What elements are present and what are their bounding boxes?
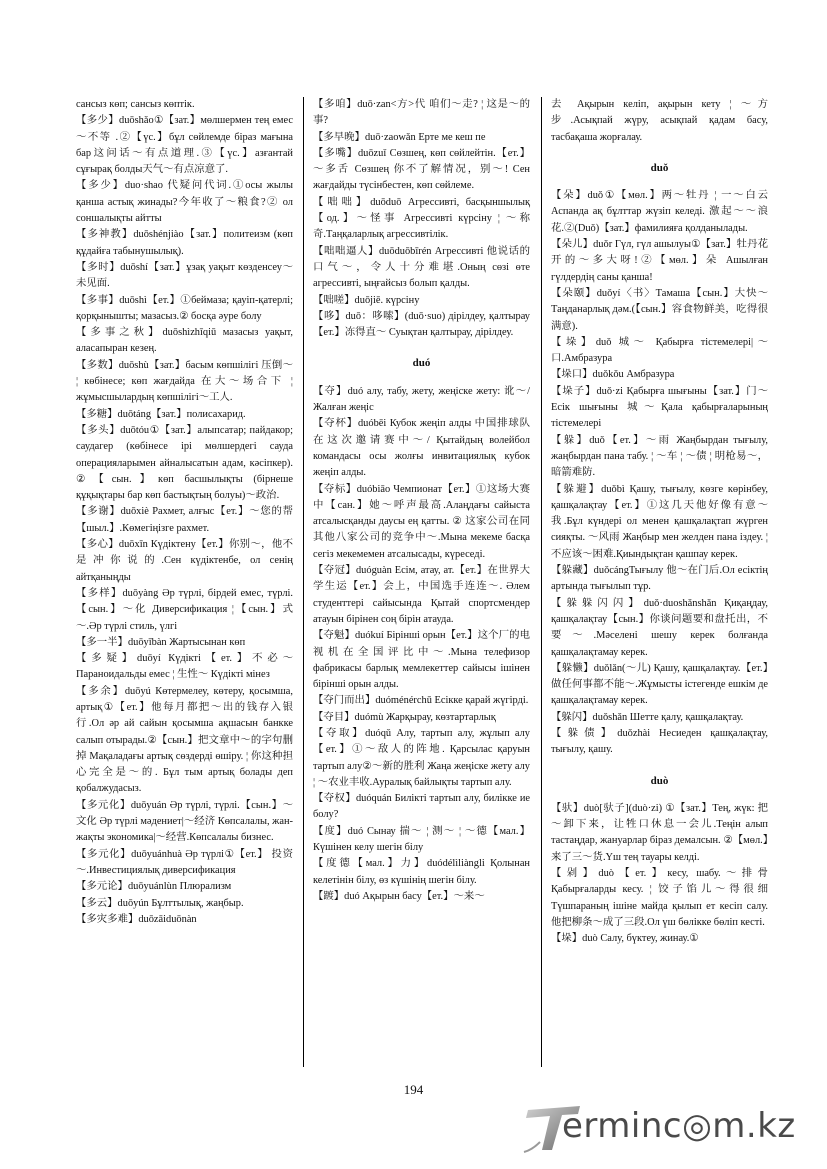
- dictionary-entry: 【垛】duò Салу, бүктеу, жинау.①: [551, 933, 699, 945]
- dictionary-entry: 【多早晚】duō·zaowǎn Ерте ме кеш пе: [313, 131, 486, 143]
- dictionary-entry: 【多嘴】duōzuǐ Сөзшең, көп сөйлейтін.【ет.】～多舌 Сөзшең 你不了解情况，别～! Сен жағдайды түсінбестен, көп сөйлеме.: [313, 147, 530, 192]
- dictionary-entry: 【夺取】duóqǔ Алу, тартып алу, жұлып алу【ет.】①～敌人的阵地. Қарсылас қаруын тартып алу②～新的胜利 Жаңа жеңіске жету алу ¦ ～农业丰收.Ауралық байлықты тартып алу.: [313, 727, 530, 788]
- dictionary-entry: 【多糖】duōtáng【зат.】полисахарид.: [76, 408, 246, 420]
- page-number: 194: [403, 1082, 424, 1097]
- dictionary-entry: 【夺魁】duókuí Бірінші орын【ет.】这个厂的电视机在全国评比中～.Мына телефизор фабрикасы барлық мемлекеттер сайысы ішінен бірінші орын алды.: [313, 630, 530, 691]
- dictionary-entry: 【朵颐】duǒyí〈书〉Тамаша【сын.】大快～ Таңданарлық дәм.(【сын.】容食物鲜美，吃得很满意).: [551, 287, 768, 332]
- dictionary-entry: 【夺冠】duóguàn Есім, атау, ат.【ет.】在世界大学生运【ет.】会上，中国选手连连～. Әлем студенттері сайысында Қытай спортсмендер атауын бірінен соң бірін атауда.: [313, 565, 530, 625]
- dictionary-entry: 【剁】duò【ет.】кесу, шабу.～排骨 Қабырғаларды кесу. ¦ 饺子馅儿～得很细 Түшпараның ішіне майда қылып ет кесіп салу. 他把柳条～成了三段.Ол үш бөлікке бөліп кесті.: [551, 868, 768, 928]
- dictionary-entry: 【咄咄逼人】duōduōbīrén Агрессивті 他说话的口气～，令人十分难堪.Оның сөзі өте агрессивті, ыңғайсыз болып қалды.: [313, 245, 530, 290]
- dictionary-entry: 【度】duó Сынау 揣～ ¦ 测～ ¦ ～德【мал.】Күшінен келу шегін білу: [313, 825, 530, 854]
- dictionary-entry: 【躲懒】duǒlǎn(～儿) Қашу, қашқалақтау.【ет.】做任何事都不能～.Жұмысты істегенде ешкім де қашқалақтамау керек.: [551, 662, 768, 707]
- dictionary-entry: 【躲】duǒ【ет.】～雨 Жаңбырдан тығылу, жаңбырдан пана табу. ¦ ～车 ¦ ～债 ¦ 明枪易～，暗箭难防.: [551, 434, 768, 479]
- dictionary-entry: 【躲闪】duǒshǎn Шетте қалу, қашқалақтау.: [551, 711, 744, 723]
- dictionary-entry: 【多时】duōshí【зат.】ұзақ уақыт көзденсеу～未见面.: [76, 261, 293, 290]
- dictionary-entry: 【躲避】duǒbì Қашу, тығылу, көзге көрінбеу, қашқалақтау【ет.】①这几天他好像有意～我.Бұл күндері ол менен қашқалақтап жүрген сияқты. ～风雨 Жаңбыр мен желден пана іздеу. ¦ 不应该～困难.Қиындықтан қашпау керек.: [551, 483, 768, 560]
- column-left: [76, 97, 293, 928]
- dictionary-entry: 【多元化】duōyuán Әр түрлі, түрлі.【сын.】～文化 Әр түрлі мәдениет|～经济 Көпсалалы, жан-жақты экономика|～经营.Көпсалалы бизнес.: [76, 799, 293, 844]
- dictionary-entry: сансыз көп; сансыз көптік.: [76, 99, 195, 110]
- dictionary-entry: 【朵】duǒ①【мөл.】两～牡丹 ¦ 一～白云 Аспанда ақ бұлттар жүзіп келеді. 激起～～浪花.②(Duǒ)【зат.】фамилияға қолданылады.: [551, 190, 768, 234]
- dictionary-entry: 【多神教】duōshénjiào【зат.】политеизм (көп құдайға табынушылық).: [76, 229, 293, 257]
- dictionary-entry: 【朵儿】duǒr Гүл, гүл ашылуы①【зат.】牡丹花开的～多大呀!②【мөл.】朵 Ашылған гүлдердің саны қанша!: [551, 239, 768, 283]
- termincom-logo[interactable]: [522, 1102, 812, 1154]
- dictionary-entry: 【多咱】duō·zan<方>代 咱们～走? ¦ 这是～的事?: [313, 99, 530, 127]
- dictionary-entry: 【多心】duōxīn Күдіктену【ет.】你别～，他不是冲你说的.Сен күдіктенбе, ол сенің айтқаныңды: [76, 539, 293, 583]
- dictionary-entry: 【多头】duōtóu①【зат.】алыпсатар; пайдакор; саудагер (көбінесе ірі мөлшердегі сауда операцияларымен айналысатын адам, кәсіпкер). ②【сын.】көп басшылықты (бірнеше құқықтары бар көп бастықтың болуы)～政治.: [76, 424, 293, 502]
- section-heading: duó: [412, 357, 431, 370]
- dictionary-entry: 【多事】duōshì【ет.】①беймаза; қауіп-қатерлі; қорқынышты; мазасыз.② босқа әуре болу: [76, 294, 293, 322]
- dictionary-entry: 【夺标】duóbiāo Чемпионат【ет.】①这场大赛中【сан.】她～呼声最高.Алаңдағы сайыста атсалысқанды даусы ең қатты. ② 这家公司在同其他八家公司的竞争中～.Мына мекеме басқа сегіз мекемемен атсалысады, күреседі.: [313, 483, 530, 560]
- dictionary-entry: 【咄嗟】duōjiē. күрсіну: [313, 294, 420, 306]
- column-divider: [541, 97, 542, 1067]
- dictionary-entry: 【躲债】duǒzhài Несиеден қашқалақтау, тығылу, қашу.: [551, 727, 768, 756]
- dictionary-entry: 【躲藏】duǒcángТығылу 他～在门后.Ол есіктің артында тығылып тұр.: [551, 565, 768, 593]
- logo-text: erminc◎m.kz: [562, 1106, 796, 1146]
- dictionary-entry: 【夺门而出】duóménérchū Есікке қарай жүгірді.: [313, 695, 529, 707]
- column-middle: [313, 97, 530, 905]
- dictionary-entry: 【垛口】duǒkǒu Амбразура: [551, 369, 675, 381]
- dictionary-entry: 【多谢】duōxiè Рахмет, алғыс【ет.】～您的帮【шыл.】.Көмегіңізге рахмет.: [76, 506, 293, 534]
- dictionary-entry: 【躲躲闪闪】duǒ·duoshǎnshǎn Қиқаңдау, қашқалақтау【сын.】你谈问题要和盘托出，不要～.Мәселені шешу керек болғанда қашқалақтамау керек.: [551, 597, 768, 658]
- column-right: [551, 97, 768, 948]
- dictionary-entry: 【多一半】duōyībàn Жартысынан көп: [76, 636, 246, 648]
- dictionary-entry: 【驮】duò[驮子](duò·zi) ①【зат.】Тең, жүк: 把～卸下来，让牲口休息一会儿.Теңін алып тастаңдар, жануарлар біраз демалсын. ②【мөл.】来了三～货.Үш тең тауары келді.: [551, 802, 768, 863]
- dictionary-entry: 【夺权】duóquán Билікті тартып алу, билікке ие болу?: [313, 793, 530, 821]
- dictionary-entry: 【夺】duó алу, табу, жету, жеңіске жету: 讹～/Жалған жеңіс: [313, 385, 530, 414]
- dictionary-entry: 【多疑】duōyí Күдікті【ет.】不必～ Параноидальды емес ¦ 生性～ Күдікті мінез: [76, 653, 293, 681]
- dictionary-entry: 【垛】duǒ 城～ Қабырға тістемелері|～口.Амбразура: [551, 336, 768, 365]
- dictionary-entry: 【多样】duōyàng Әр түрлі, бірдей емес, түрлі.【сын.】～化 Диверсификация ¦【сын.】式～.Әр түрлі стиль, үлгі: [76, 587, 293, 632]
- dictionary-entry: 【多云】duōyún Бұлттылық, жаңбыр.: [76, 897, 244, 909]
- dictionary-entry: 【多元化】duōyuánhuà Әр түрлі①【ет.】 投资～.Инвестициялық диверсификация: [76, 848, 293, 876]
- column-divider: [303, 97, 304, 1067]
- dictionary-entry: 【多数】duōshù【зат.】басым көпшілігі 压倒～ ¦ көбінесе; көп жағдайда 在大～场合下 ¦ жұмысшылардың көпшілігі～工人.: [76, 359, 293, 404]
- dictionary-entry: 【哆】duō：哆嗦】(duō·suo) дірілдеу, қалтырау【ет.】冻得直～ Суықтан қалтырау, дірілдеу.: [313, 310, 530, 339]
- dictionary-entry: 【夺目】duómù Жарқырау, көзтартарлық: [313, 711, 496, 723]
- section-heading: duǒ: [650, 161, 669, 174]
- dictionary-entry: 【多元论】duōyuánlùn Плюрализм: [76, 881, 232, 893]
- dictionary-entry: 【多灾多难】duōzāiduōnàn: [76, 913, 197, 925]
- dictionary-entry: 【垛子】duǒ·zi Қабырға шығыны【зат.】门～ Есік шығыны 城～Қала қабырғаларының тістемелері: [551, 385, 768, 430]
- dictionary-entry: 【夺杯】duóbēi Кубок жеңіп алды 中国排球队在这次邀请赛中～/ Қытайдың волейбол командасы осы жолғы инвитациялық кубок жеңіп алды.: [313, 418, 530, 479]
- dictionary-entry: 【咄咄】duōduō Агрессивті, басқыншылық【од.】～怪事 Агрессивті күрсіну ¦ ～称奇.Таңқаларлық агрессивтілік.: [313, 196, 530, 241]
- dictionary-entry: 【多少】duōshǎo①【зат.】мөлшермен тең емес～不等 .②【үс.】бұл сөйлемде біраз мағына бар这问话～有点道理.③【үс.】азғантай сұғырақ болды天气～有点凉意了.: [76, 115, 293, 176]
- dictionary-entry: 【多少】duo·shao 代疑问代词.①осы жылы қанша астық жинады?今年收了～粮食?② ол соншалықты айтты: [76, 180, 293, 225]
- dictionary-entry: 【踱】duó Ақырын басу【ет.】～来～: [313, 890, 485, 902]
- dictionary-entry: 去 Ақырын келіп, ақырын кету ¦ ～方步.Асықпай жүру, асықпай қадам басу, тасбақаша жорғалау.: [551, 99, 768, 143]
- dictionary-entry: 【多事之秋】duōshìzhīqiū мазасыз уақыт, аласапыран кезең.: [76, 327, 293, 355]
- dictionary-entry: 【多余】duōyú Көтермелеу, көтеру, қосымша, артық①【ет.】他每月都把～出的钱存入银行.Ол әр ай сайын қосымша ақшасын банкке салып отырады.②【сын.】把文章中～的字句删掉 Мақаладағы артық сөздерді өшіру. ¦ 你这种担心完全是～的. Бұл тым артық болады деп қобалжудасыз.: [76, 685, 293, 795]
- dictionary-entry: 【度德【мал.】力】duódélìliàngli Қолынан келетінін білу, өз күшінің шегін білу.: [313, 858, 530, 886]
- section-heading: duò: [650, 774, 669, 787]
